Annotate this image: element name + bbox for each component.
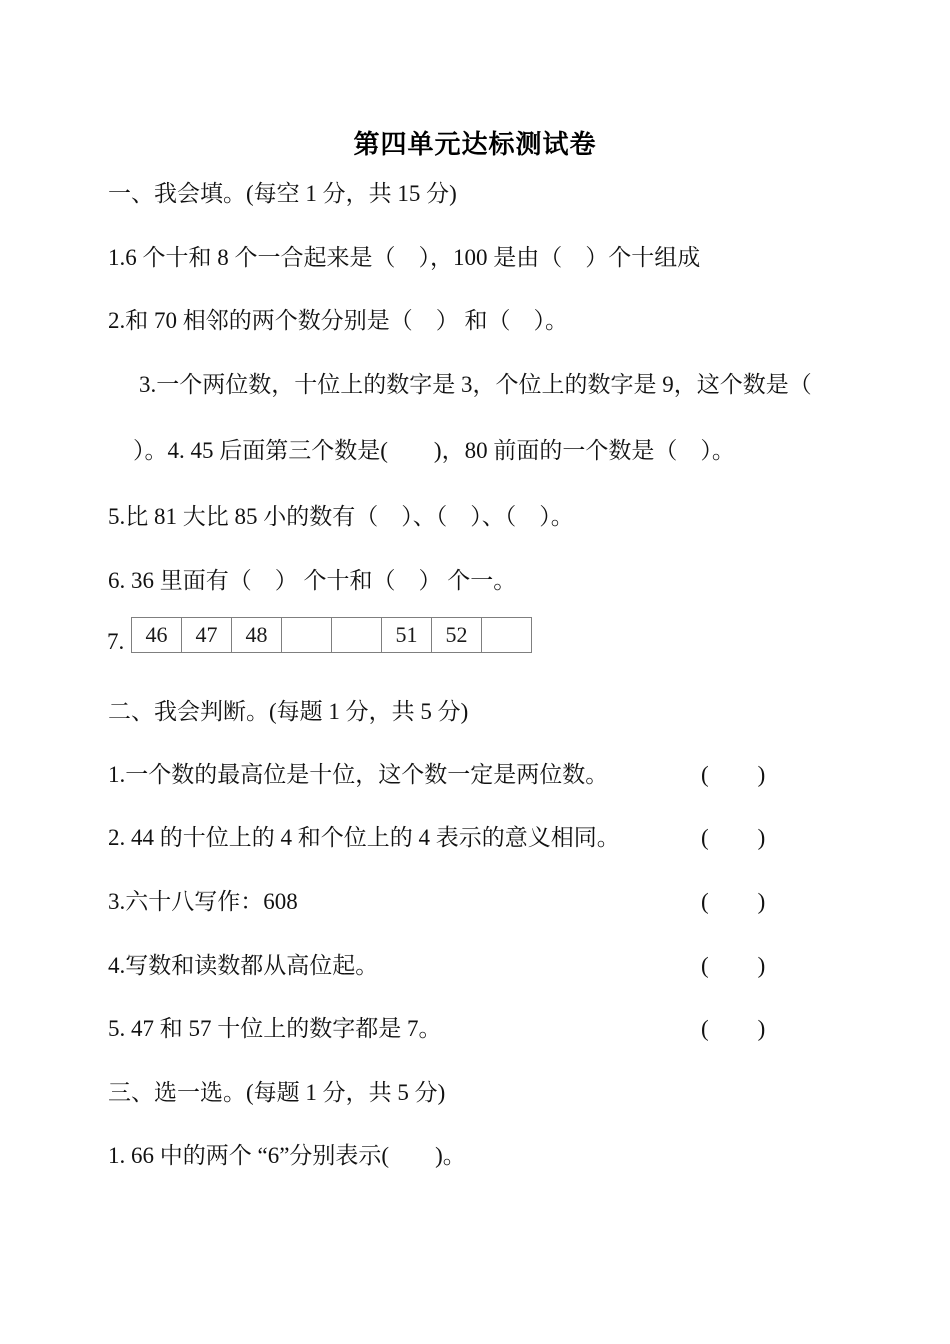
fill-item-7-label: 7. <box>107 629 125 654</box>
judge-item-3-answer-blank: ( ) <box>701 889 767 914</box>
table-row <box>132 618 532 653</box>
table-cell-empty <box>332 618 382 653</box>
judge-item-1-answer-blank: ( ) <box>701 762 767 787</box>
fill-item-1: 1.6 个十和 8 个一合起来是（ ），100 是由（ ）个十组成 <box>108 245 701 270</box>
table-cell-empty <box>482 618 532 653</box>
fill-item-6: 6. 36 里面有（ ） 个十和（ ） 个一。 <box>108 568 517 593</box>
section3-heading: 三、选一选。(每题 1 分，共 5 分) <box>108 1080 446 1105</box>
fill-item-3: 3.一个两位数，十位上的数字是 3，个位上的数字是 9，这个数是（ <box>139 372 812 397</box>
fill-item-3-continuation-and-4: ）。4. 45 后面第三个数是( )，80 前面的一个数是（ ）。 <box>133 438 735 463</box>
judge-item-4: 4.写数和读数都从高位起。 <box>108 953 379 978</box>
table-cell: 48 <box>232 618 282 653</box>
table-cell: 51 <box>382 618 432 653</box>
section2-heading: 二、我会判断。(每题 1 分，共 5 分) <box>108 699 469 724</box>
judge-item-1: 1.一个数的最高位是十位，这个数一定是两位数。 <box>108 762 609 787</box>
fill-item-5: 5.比 81 大比 85 小的数有（ ）、（ ）、（ ）。 <box>108 504 574 529</box>
judge-item-2-answer-blank: ( ) <box>701 825 767 850</box>
judge-item-2: 2. 44 的十位上的 4 和个位上的 4 表示的意义相同。 <box>108 825 620 850</box>
table-cell: 47 <box>182 618 232 653</box>
section1-heading: 一、我会填。(每空 1 分，共 15 分) <box>108 181 457 206</box>
table-cell: 52 <box>432 618 482 653</box>
table-cell: 46 <box>132 618 182 653</box>
page-title: 第四单元达标测试卷 <box>353 130 597 159</box>
fill-item-2: 2.和 70 相邻的两个数分别是（ ） 和（ ）。 <box>108 308 568 333</box>
number-sequence-table <box>131 617 532 653</box>
judge-item-4-answer-blank: ( ) <box>701 953 767 978</box>
choice-item-1: 1. 66 中的两个 “6”分别表示( )。 <box>108 1143 466 1168</box>
judge-item-5-answer-blank: ( ) <box>701 1016 767 1041</box>
judge-item-5: 5. 47 和 57 十位上的数字都是 7。 <box>108 1016 442 1041</box>
table-cell-empty <box>282 618 332 653</box>
judge-item-3: 3.六十八写作：608 <box>108 889 298 914</box>
